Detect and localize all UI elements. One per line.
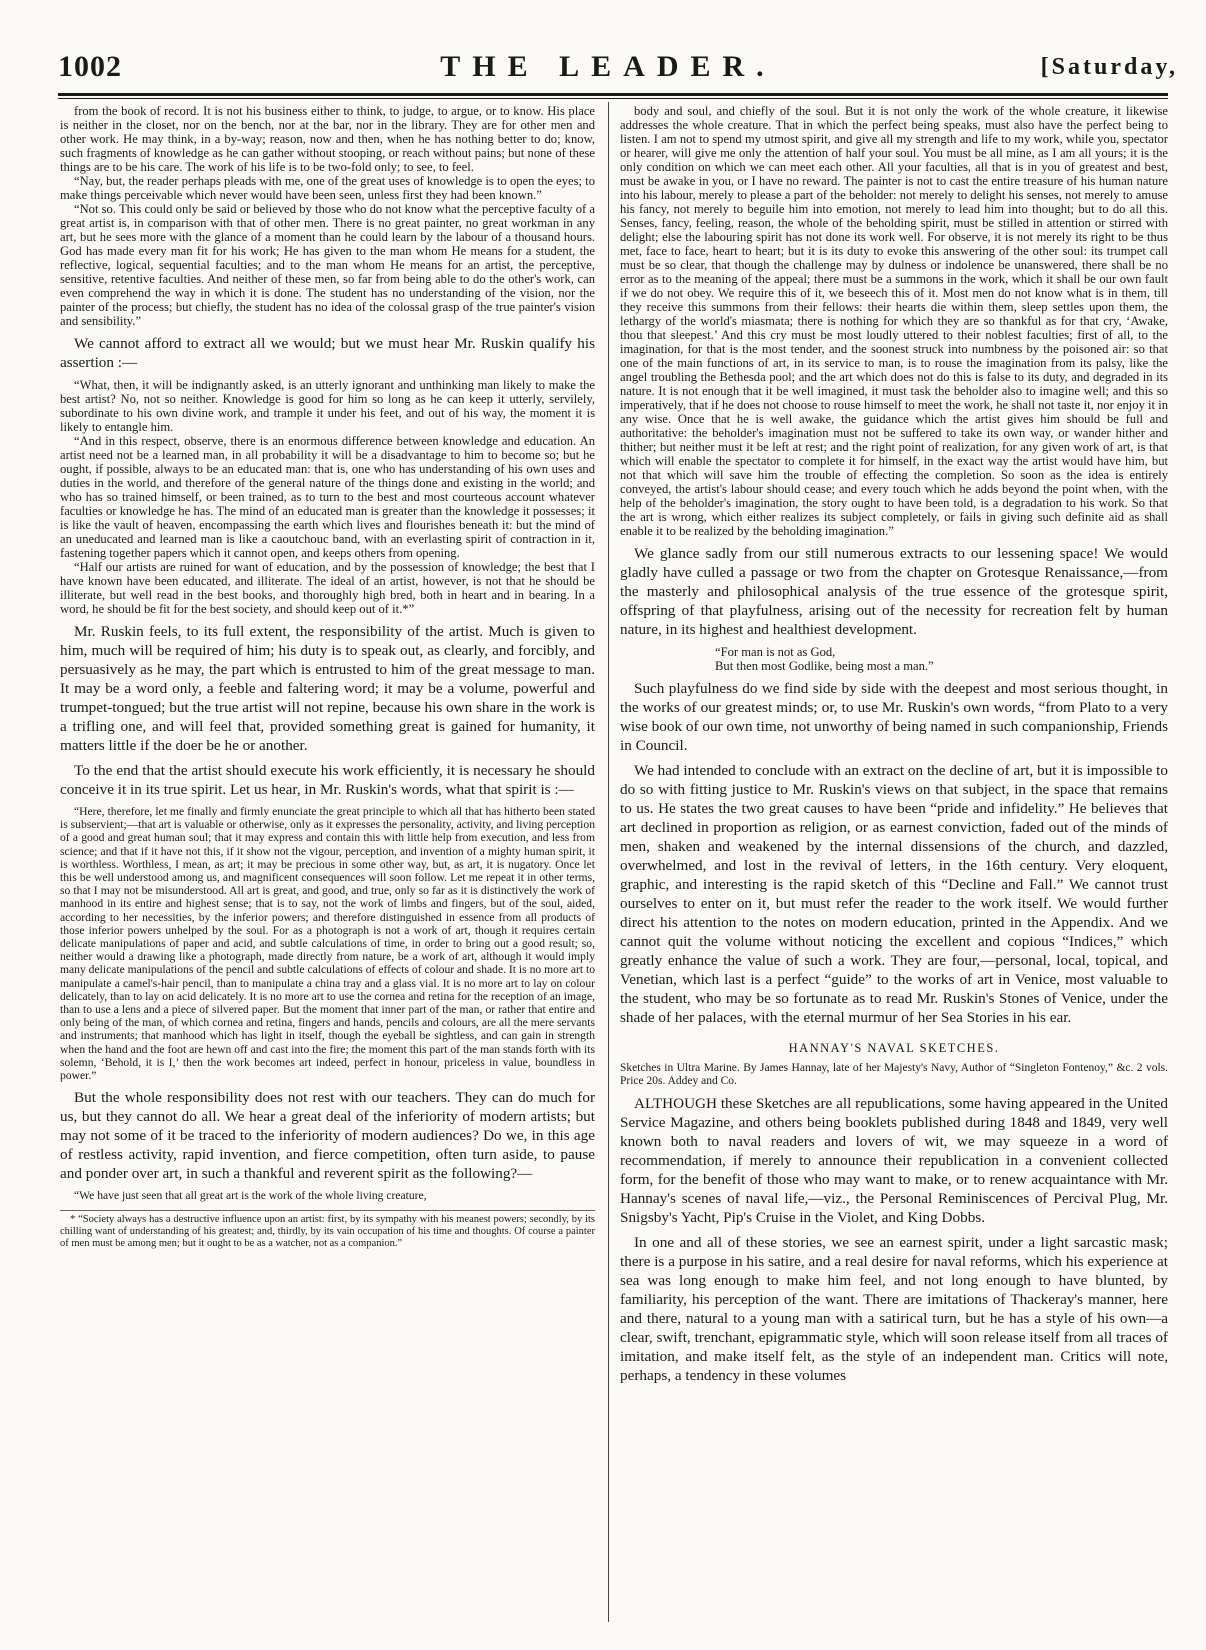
article-paragraph: We cannot afford to extract all we would; but we must hear Mr. Ruskin qualify his assertion :— (60, 335, 595, 371)
quoted-passage: from the book of record. It is not his business either to think, to judge, to argue, or to know. His place is neither in the closet, nor on the bench, nor at the bar, nor in the library. They are for other men and other work. He may think, in a by-way; reason, now and then, when he has nothing better to do; know, such fragments of knowledge as he can gather without stooping, or reach without pains; but none of these things are to be his care. The work of his life is to be two-fold only; to see, to feel. (60, 104, 595, 174)
quoted-passage: “We have just seen that all great art is the work of the whole living creature, (74, 1189, 427, 1203)
quoted-passage: “Nay, but, the reader perhaps pleads with me, one of the great uses of knowledge is to open the eyes; to make things perceivable which never would have been seen, unless first they had been known.” (60, 174, 595, 202)
header-rule (58, 93, 1168, 96)
article-paragraph: But the whole responsibility does not rest with our teachers. They can do much for us, but they cannot do all. We hear a great deal of the inferiority of modern artists; but may not some of it be traced to the inferiority of modern audiences? Do we, in this age of restless activity, rapid invention, and fierce competition, often turn aside, to pause and ponder over art, in such a thankful and reverent spirit as the following?— (60, 1089, 595, 1183)
quoted-passage: body and soul, and chiefly of the soul. But it is not only the work of the whole creature, it likewise addresses the whole creature. That in which the perfect being speaks, must also have the perfect being to listen. I am not to spend my utmost spirit, and give all my strength and life to my work, while you, spectator or hearer, will give me only the attention of half your soul. You must be all mine, as I am all yours; it is the only condition on which we can meet each other. All your faculties, all that is in you of greatest and best, must be awake in you, or I have no reward. The painter is not to cast the entire treasure of his human nature into his labour, merely to please a part of the beholder: not merely to delight his senses, not merely to amuse his fancy, not merely to beguile him into emotion, not merely to lead him into thought; but to do all this. Senses, fancy, feeling, reason, the whole of the beholding spirit, must be stilled in attention or stirred with delight; else the labouring spirit has not done its work well. For observe, it is not merely its right to be thus met, face to face, heart to heart; but it is its duty to evoke this answering of the other soul: its trumpet call must be so clear, that though the challenge may by dulness or indolence be unanswered, there shall be no error as to the meaning of the appeal; there must be a summons in the work, which it shall be our own fault if we do not obey. We require this of it, we beseech this of it. Most men do not know what is in them, till they receive this summons from their fellows: their hearts die within them, sleep settles upon them, the lethargy of the world's miasmata; there is nothing for which they are so thankful as for that cry, ‘Awake, thou that sleepest.’ And this cry must be most loudly uttered to their noblest faculties; first of all, to the imagination, for that is the most tender, and the soonest struck into numbness by the poisoned air: so that one of the main functions of art, in its service to man, is to rouse the imagination from its palsy, like the angel troubling the Bethesda pool; and the art which does not do this is false to its duty, and degraded in its nature. It is not enough that it be well imagined, it must task the beholder also to imagine well; and this so imperatively, that if he does not choose to rouse himself to meet the work, he shall not taste it, nor enjoy it in any wise. Once that he is well awake, the guidance which the artist gives him should be full and authoritative: the beholder's imagination must not be suffered to take its own way, or wander hither and thither; but neither must it be left at rest; and the right point of realization, for any given work of art, is that which will enable the spectator to complete it for himself, in the exact way the artist would have him, but not that which will save him the trouble of effecting the completion. So soon as the idea is entirely conveyed, the artist's labour should cease; and every touch which he adds beyond the point when, with the help of the beholder's imagination, the story ought to have been told, is a degradation to his work. So that the art is wrong, which either realizes its subject completely, or fails in giving such definite aid as shall enable it to be realized by the beholding imagination.” (620, 104, 1168, 538)
left-column (60, 104, 595, 1624)
quoted-passage: “What, then, it will be indignantly asked, is an utterly ignorant and unthinking man likely to make the best artist? No, not so neither. Knowledge is good for him so long as he can keep it utterly, servilely, subordinate to his own divine work, and trample it under his feet, and out of his way, the moment it is likely to entangle him. (60, 378, 595, 434)
article-paragraph: To the end that the artist should execute his work efficiently, it is necessary he should conceive it in its true spirit. Let us hear, in Mr. Ruskin's words, what that spirit is :— (60, 762, 595, 798)
book-citation: Sketches in Ultra Marine. By James Hannay, late of her Majesty's Navy, Author of “Singleton Fontenoy,” &c. 2 vols. Price 20s. Addey and Co. (620, 1062, 1168, 1087)
column-divider (608, 102, 609, 1622)
newspaper-title: THE LEADER. (440, 50, 776, 83)
footnote: * “Society always has a destructive influence upon an artist: first, by its sympathy with his meanest powers; secondly, by its chilling want of understanding of his greatest; and, thirdly, by its vain occupation of his time and thoughts. Of course a painter of men must be among men; but it ought to be as a watcher, not as a companion.” (60, 1210, 595, 1250)
right-column (620, 104, 1168, 1624)
header-rule-thin (58, 98, 1168, 99)
article-paragraph: ALTHOUGH these Sketches are all republications, some having appeared in the United Service Magazine, and others being booklets published during 1848 and 1849, very well known both to naval readers and lovers of wit, we may squeeze in a word of recommendation, if merely to announce their republication in a convenient collected form, for the benefit of those who may want to make, or to renew acquaintance with Mr. Hannay's scenes of naval life,—viz., the Personal Reminiscences of Percival Plug, Mr. Snigsby's Yacht, Pip's Cruise in the Violet, and King Dobbs. (620, 1095, 1168, 1226)
quoted-passage: “And in this respect, observe, there is an enormous difference between knowledge and education. An artist need not be a learned man, in all probability it will be a disadvantage to him to become so; but he ought, if possible, always to be an educated man: that is, one who has understanding of his own uses and duties in the world, and therefore of the general nature of the things done and existing in the world; and who has so trained himself, or been trained, as to turn to the best and most courteous account whatever faculties or knowledge he has. The mind of an educated man is greater than the knowledge it possesses; it is like the vault of heaven, encompassing the earth which lives and flourishes beneath it: but the mind of an uneducated and learned man is like a caoutchouc band, with an everlasting spirit of contraction in it, fastening together papers which it cannot open, and keeps others from opening. (60, 434, 595, 560)
article-paragraph: Such playfulness do we find side by side with the deepest and most serious thought, in the works of our greatest minds; or, to use Mr. Ruskin's own words, “from Plato to a very wise book of our own time, not unworthy of being named in such companionship, Friends in Council. (620, 680, 1168, 754)
article-paragraph: In one and all of these stories, we see an earnest spirit, under a light sarcastic mask; there is a purpose in his satire, and a real desire for naval reforms, which his experience at sea was long enough to make him feel, and not long enough to have blunted, by familiarity, his perception of the want. There are imitations of Thackeray's manner, here and there, natural to a young man with a satirical turn, but he has a style of his own—a clear, swift, trenchant, epigrammatic style, which will soon release itself from all traces of imitation, and make itself felt, as the style of an independent man. Critics will note, perhaps, a tendency in these volumes (620, 1234, 1168, 1384)
issue-day: [Saturday, (1040, 54, 1178, 80)
section-heading: HANNAY'S NAVAL SKETCHES. (788, 1041, 1000, 1055)
quoted-passage: “Half our artists are ruined for want of education, and by the possession of knowledge; the best that I have known have been educated, and illiterate. The ideal of an artist, however, is not that he should be illiterate, but well read in the best books, and thoroughly high bred, both in heart and in bearing. In a word, he should be fit for the best society, and should keep out of it.*” (60, 560, 595, 616)
quoted-passage: “Here, therefore, let me finally and firmly enunciate the great principle to which all that has hitherto been stated is subservient;—that art is valuable or otherwise, only as it expresses the personality, activity, and living perception of a good and great human soul; that it may express and contain this with little help from execution, and less from science; and that if it have not this, if it show not the vigour, perception, and invention of a mighty human spirit, it is worthless. Worthless, I mean, as art; it may be precious in some other way, but, as art, it is nugatory. Once let this be well understood among us, and magnificent consequences will soon follow. Let me repeat it in other terms, so that I may not be misunderstood. All art is great, and good, and true, only so far as it is distinctively the work of manhood in its entire and highest sense; that is to say, not the work of limbs and fingers, but of the soul, aided, according to her necessities, by the inferior powers; and therefore distinguished in essence from all products of those inferior powers unhelped by the soul. For as a photograph is not a work of art, though it requires certain delicate manipulations of paper and acid, and subtle calculations of time, in order to bring out a good result; so, neither would a drawing like a photograph, made directly from nature, be a work of art, although it would imply many delicate manipulations of the pencil and subtle calculations of effects of colour and shade. It is no more art to manipulate a camel's-hair pencil, than to manipulate a china tray and a glass vial. It is no more art to lay on colour delicately, than to lay on acid delicately. It is no more art to use the cornea and retina for the reception of an image, than to use a lens and a piece of silvered paper. But the moment that inner part of the man, or rather that entire and only being of the man, of which cornea and retina, fingers and hands, pencils and colours, are all the mere servants and instruments; that manhood which has light in itself, though the eyeball be sightless, and can gain in strength when the hand and the foot are hewn off and cast into the fire; the moment this part of the man stands forth with its solemn, ‘Behold, it is I,’ then the work becomes art indeed, perfect in honour, priceless in value, boundless in power.” (60, 805, 595, 1083)
article-paragraph: We glance sadly from our still numerous extracts to our lessening space! We would gladly have culled a passage or two from the chapter on Grotesque Renaissance,—from the masterly and philosophical analysis of the true essence of the grotesque spirit, offspring of that playfulness, arising out of the necessity for recreation felt by human nature, in its highest and healthiest development. (620, 545, 1168, 638)
verse-line: But then most Godlike, being most a man.” (715, 659, 934, 673)
masthead (38, 40, 1178, 92)
page-number: 1002 (58, 50, 122, 83)
article-paragraph: Mr. Ruskin feels, to its full extent, the responsibility of the artist. Much is given to him, much will be required of him; his duty is to speak out, as clearly, and forcibly, and persuasively as he may, the part which is entrusted to him of the great message to man. It may be a word only, a feeble and faltering word; it may be a volume, powerful and trumpet-tongued; but the true artist will not repine, because his own share in the work is a trifling one, and will feel that, provided something great is gained for humanity, it matters little if the doer be he or another. (60, 623, 595, 754)
article-paragraph: We had intended to conclude with an extract on the decline of art, but it is impossible to do so with fitting justice to Mr. Ruskin's views on that subject, in the space that remains to us. He states the two great causes to have been “pride and infidelity.” He believes that art declined in proportion as religion, or as earnest conviction, faded out of the minds of men, shaken and weakened by the internal dissensions of the church, and dazzled, overwhelmed, and lost in the revival of letters, in the 16th century. Very eloquent, graphic, and interesting is the rapid sketch of this “Decline and Fall.” We cannot trust ourselves to enter on it, but must refer the reader to the work itself. We would further direct his attention to the notes on modern education, printed in the Appendix. And we cannot quit the volume without noticing the excellent and copious “Indices,” which greatly enhance the value of such a work. They are four,—personal, local, topical, and Venetian, which last is a perfect “guide” to the works of art in Venice, most valuable to the student, who may be so fortunate as to read Mr. Ruskin's Stones of Venice, under the shade of her palaces, with the eternal murmur of her Sea Stories in his ear. (620, 762, 1168, 1026)
quoted-passage: “Not so. This could only be said or believed by those who do not know what the perceptive faculty of a great artist is, in comparison with that of other men. There is no great painter, no great workman in any art, but he sees more with the glance of a moment than he could learn by the labour of a thousand hours. God has made every man fit for his work; He has given to the man whom He means for a student, the reflective, logical, sequential faculties; and to the man whom He means for an artist, the perceptive, sensitive, retentive faculties. And neither of these men, so far from being able to do the other's work, can even comprehend the way in which it is done. The student has no understanding of the vision, nor the painter of the process; but chiefly, the student has no idea of the colossal grasp of the true painter's vision and sensibility.” (60, 202, 595, 328)
verse-line: “For man is not as God, (715, 645, 836, 659)
